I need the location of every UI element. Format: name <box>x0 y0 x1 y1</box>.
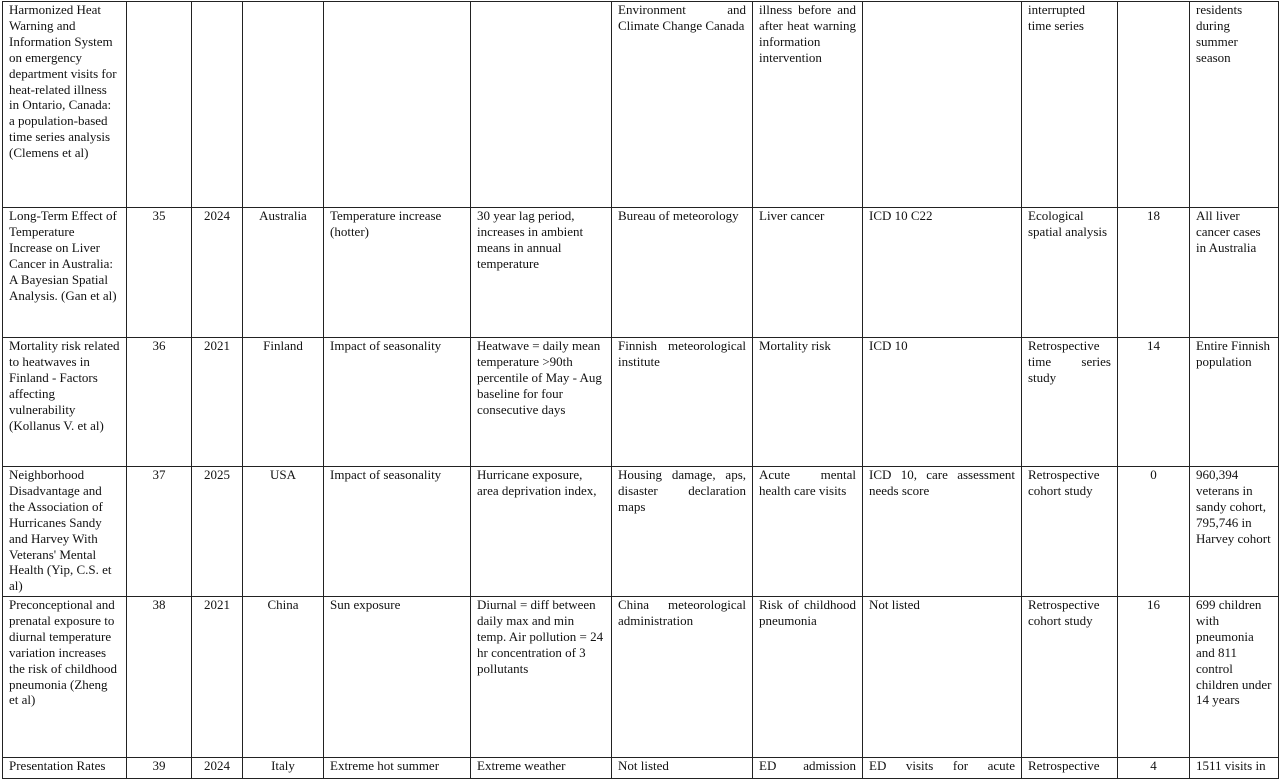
exposure-cell: Extreme hot summer <box>324 758 471 779</box>
study-number-cell: 38 <box>127 597 192 758</box>
table-row <box>3 338 1279 467</box>
design-cell: interrupted time series <box>1022 2 1118 208</box>
score-cell <box>1118 2 1190 208</box>
score-cell: 4 <box>1118 758 1190 779</box>
study-number-cell: 39 <box>127 758 192 779</box>
data-source-cell: Bureau of meteorology <box>612 208 753 338</box>
coding-cell: ICD 10 C22 <box>863 208 1022 338</box>
data-source-cell: Environment and Climate Change Canada <box>612 2 753 208</box>
outcome-cell: Mortality risk <box>753 338 863 467</box>
study-title-cell: Long-Term Effect of Temperature Increase on Liver Cancer in Australia: A Bayesian Spatial Analysis. (Gan et al) <box>3 208 127 338</box>
study-title-cell: Mortality risk related to heatwaves in Finland - Factors affecting vulnerability (Kollanus V. et al) <box>3 338 127 467</box>
score-cell: 0 <box>1118 467 1190 597</box>
year-cell: 2021 <box>192 597 243 758</box>
definition-cell: 30 year lag period, increases in ambient means in annual temperature <box>471 208 612 338</box>
study-title-cell: Preconceptional and prenatal exposure to diurnal temperature variation increases the risk of childhood pneumonia (Zheng et al) <box>3 597 127 758</box>
country-cell: Italy <box>243 758 324 779</box>
year-cell: 2025 <box>192 467 243 597</box>
country-cell: China <box>243 597 324 758</box>
outcome-cell: Liver cancer <box>753 208 863 338</box>
year-cell: 2021 <box>192 338 243 467</box>
table-row <box>3 208 1279 338</box>
table-row <box>3 467 1279 597</box>
design-cell: Retrospective cohort study <box>1022 467 1118 597</box>
definition-cell: Diurnal = diff between daily max and min temp. Air pollution = 24 hr concentration of 3 pollutants <box>471 597 612 758</box>
population-cell: Entire Finnish population <box>1190 338 1279 467</box>
study-number-cell: 35 <box>127 208 192 338</box>
table-row <box>3 758 1279 779</box>
coding-cell: ICD 10, care assessment needs score <box>863 467 1022 597</box>
study-title-cell: Harmonized Heat Warning and Information System on emergency department visits for heat-related illness in Ontario, Canada: a population-based time series analysis (Clemens et al) <box>3 2 127 208</box>
definition-cell: Extreme weather <box>471 758 612 779</box>
exposure-cell: Sun exposure <box>324 597 471 758</box>
definition-cell: Hurricane exposure, area deprivation index, <box>471 467 612 597</box>
coding-cell: Not listed <box>863 597 1022 758</box>
definition-cell: Heatwave = daily mean temperature >90th percentile of May - Aug baseline for four consecutive days <box>471 338 612 467</box>
data-source-cell: Not listed <box>612 758 753 779</box>
score-cell: 14 <box>1118 338 1190 467</box>
country-cell <box>243 2 324 208</box>
study-number-cell <box>127 2 192 208</box>
design-cell: Retrospective <box>1022 758 1118 779</box>
outcome-cell: Risk of childhood pneumonia <box>753 597 863 758</box>
population-cell: 699 children with pneumonia and 811 control children under 14 years <box>1190 597 1279 758</box>
year-cell: 2024 <box>192 758 243 779</box>
exposure-cell <box>324 2 471 208</box>
exposure-cell: Temperature increase (hotter) <box>324 208 471 338</box>
study-number-cell: 37 <box>127 467 192 597</box>
score-cell: 16 <box>1118 597 1190 758</box>
score-cell: 18 <box>1118 208 1190 338</box>
exposure-cell: Impact of seasonality <box>324 467 471 597</box>
coding-cell <box>863 2 1022 208</box>
design-cell: Ecological spatial analysis <box>1022 208 1118 338</box>
exposure-cell: Impact of seasonality <box>324 338 471 467</box>
country-cell: Finland <box>243 338 324 467</box>
outcome-cell: illness before and after heat warning information intervention <box>753 2 863 208</box>
population-cell: All liver cancer cases in Australia <box>1190 208 1279 338</box>
country-cell: Australia <box>243 208 324 338</box>
coding-cell: ICD 10 <box>863 338 1022 467</box>
year-cell: 2024 <box>192 208 243 338</box>
year-cell <box>192 2 243 208</box>
study-title-cell: Presentation Rates <box>3 758 127 779</box>
study-number-cell: 36 <box>127 338 192 467</box>
table-row <box>3 597 1279 758</box>
studies-table <box>2 1 1279 779</box>
outcome-cell: ED admission <box>753 758 863 779</box>
population-cell: residents during summer season <box>1190 2 1279 208</box>
design-cell: Retrospective cohort study <box>1022 597 1118 758</box>
population-cell: 960,394 veterans in sandy cohort, 795,746 in Harvey cohort <box>1190 467 1279 597</box>
definition-cell <box>471 2 612 208</box>
data-source-cell: Finnish meteorological institute <box>612 338 753 467</box>
population-cell: 1511 visits in <box>1190 758 1279 779</box>
coding-cell: ED visits for acute <box>863 758 1022 779</box>
data-source-cell: Housing damage, aps, disaster declaration maps <box>612 467 753 597</box>
design-cell: Retrospective time series study <box>1022 338 1118 467</box>
study-title-cell: Neighborhood Disadvantage and the Association of Hurricanes Sandy and Harvey With Veterans' Mental Health (Yip, C.S. et al) <box>3 467 127 597</box>
outcome-cell: Acute mental health care visits <box>753 467 863 597</box>
table-row <box>3 2 1279 208</box>
country-cell: USA <box>243 467 324 597</box>
data-source-cell: China meteorological administration <box>612 597 753 758</box>
